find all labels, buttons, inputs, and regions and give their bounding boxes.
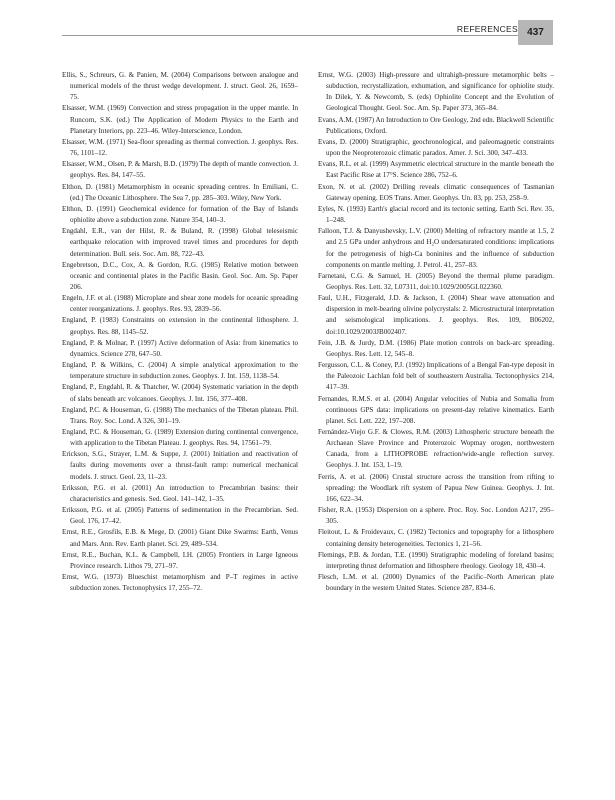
reference-entry: England, P., Engdahl, R. & Thatcher, W. (2004) Systematic variation in the depth of slabs beneath arc volcanoes. Geophys. J. Int. 156, 377–408. [62, 383, 298, 403]
reference-entry: Falloon, T.J. & Danyushevsky, L.V. (2000) Melting of refractory mantle at 1.5, 2 and 2.5 GPa under anhydrous and H₂O undersaturated conditions: implications for the petrogenesis of high-Ca boninites and the influence of subduction components on mantle melting. J. Petrol. 41, 257–83. [318, 227, 554, 269]
running-header-title: REFERENCES [456, 24, 518, 34]
reference-entry: Erickson, S.G., Strayer, L.M. & Suppe, J. (2001) Initiation and reactivation of faults during movements over a thrust-fault ramp: numerical mechanical models. J. struct. Geol. 23, 11–23. [62, 450, 298, 481]
reference-entry: Fein, J.B. & Jurdy, D.M. (1986) Plate motion controls on back-arc spreading. Geophys. Res. Lett. 12, 545–8. [318, 338, 554, 358]
page-number: 437 [518, 20, 553, 45]
reference-entry: Ernst, W.G. (1973) Blueschist metamorphism and P–T regimes in active subduction zones. Tectonophysics 17, 255–72. [62, 573, 298, 593]
reference-entry: Fisher, R.A. (1953) Dispersion on a sphere. Proc. Roy. Soc. London A217, 295–305. [318, 506, 554, 526]
reference-entry: Exon, N. et al. (2002) Drilling reveals climatic consequences of Tasmanian Gateway opening. EOS Trans. Amer. Geophys. Un. 83, pp. 253, 258–9. [318, 182, 554, 202]
reference-entry: Ernst, W.G. (2003) High-pressure and ultrahigh-pressure metamorphic belts – subduction, recrystallization, exhumation, and significance for ophiolite study. In Dilek, Y. & Newcomb, S. (eds) Ophiolite Concept and the Evolution of Geological Thought. Geol. Soc. Am. Sp. Paper 373, 365–84. [318, 71, 554, 113]
reference-column-left [62, 70, 298, 594]
reference-entry: Ferris, A. et al. (2006) Crustal structure across the transition from rifting to spreading: the Woodlark rift system of Papua New Guinea. Geophys. J. Int. 166, 622–34. [318, 472, 554, 503]
reference-entry: England, P. & Molnar, P. (1997) Active deformation of Asia: from kinematics to dynamics. Science 278, 647–50. [62, 338, 298, 358]
reference-entry: Ernst, R.E., Grosfils, E.B. & Mege, D. (2001) Giant Dike Swarms: Earth, Venus and Mars. Ann. Rev. Earth planet. Sci. 29, 489–534. [62, 528, 298, 548]
reference-entry: Fergusson, C.L. & Coney, P.J. (1992) Implications of a Bengal Fan-type deposit in the Paleozoic Lachlan fold belt of southeastern Australia. Tectonophysics 214, 417–39. [318, 361, 554, 392]
reference-entry: England, P. & Wilkins, C. (2004) A simple analytical approximation to the temperature structure in subduction zones. Geophys. J. Int. 159, 1138–54. [62, 361, 298, 381]
reference-entry: Farnetani, C.G. & Samuel, H. (2005) Beyond the thermal plume paradigm. Geophys. Res. Lett. 32, L07311, doi:10.1029/2005GL022360. [318, 271, 554, 291]
reference-entry: Eriksson, P.G. et al. (2001) An introduction to Precambrian basins: their characteristics and genesis. Sed. Geol. 141–142, 1–35. [62, 483, 298, 503]
reference-entry: Engebretson, D.C., Cox, A. & Gordon, R.G. (1985) Relative motion between oceanic and continental plates in the Pacific Basin. Geol. Soc. Am. Sp. Paper 206. [62, 260, 298, 291]
reference-entry: Ernst, R.E., Buchan, K.L. & Campbell, I.H. (2005) Frontiers in Large Igneous Province research. Lithos 79, 271–97. [62, 550, 298, 570]
reference-entry: Engeln, J.F. et al. (1988) Microplate and shear zone models for oceanic spreading center reorganizations. J. geophys. Res. 93, 2839–56. [62, 294, 298, 314]
reference-entry: Evans, D. (2000) Stratigraphic, geochronological, and paleomagnetic constraints upon the Neoproterozoic climatic paradox. Amer. J. Sci. 300, 347–433. [318, 137, 554, 158]
reference-entry: Fleitout, L. & Froidevaux, C. (1982) Tectonics and topography for a lithosphere containing density heterogeneities. Tectonics 1, 21–56. [318, 528, 554, 548]
reference-entry: Elsasser, W.M. (1969) Convection and stress propagation in the upper mantle. In Runcorn, S.K. (ed.) The Application of Modern Physics to the Earth and Planetary Interiors, pp. 223–46. Wiley-Interscience, London. [62, 104, 298, 135]
reference-entry: Elthon, D. (1981) Metamorphism in oceanic spreading centres. In Emiliani, C. (ed.) The Oceanic Lithosphere. The Sea 7, pp. 285–303. Wiley, New York. [62, 182, 298, 202]
reference-entry: Ellis, S., Schreurs, G. & Panien, M. (2004) Comparisons between analogue and numerical models of the thrust wedge development. J. struct. Geol. 26, 1659–75. [62, 71, 298, 102]
reference-entry: Elsasser, W.M., Olsen, P. & Marsh, B.D. (1979) The depth of mantle convection. J. geophys. Res. 84, 147–55. [62, 160, 298, 180]
reference-entry: England, P.C. & Houseman, G. (1989) Extension during continental convergence, with application to the Tibetan Plateau. J. geophys. Res. 94, 17561–79. [62, 428, 298, 448]
reference-entry: England, P.C. & Houseman, G. (1988) The mechanics of the Tibetan plateau. Phil. Trans. Roy. Soc. Lond. A 326, 301–19. [62, 405, 298, 425]
reference-entry: England, P. (1983) Constraints on extension in the continental lithosphere. J. geophys. Res. 88, 1145–52. [62, 316, 298, 336]
reference-entry: Flesch, L.M. et al. (2000) Dynamics of the Pacific–North American plate boundary in the western United States. Science 287, 834–6. [318, 573, 554, 593]
reference-entry: Fernández-Viejo G.F. & Clowes, R.M. (2003) Lithospheric structure beneath the Archaean Slave Province and Proterozoic Wopmay orogen, northwestern Canada, from a LITHOPROBE refraction/wide-angle reflection survey. Geophys. J. Int. 153, 1–19. [318, 428, 554, 470]
reference-entry: Elsasser, W.M. (1971) Sea-floor spreading as thermal convection. J. geophys. Res. 76, 1101–12. [62, 137, 298, 158]
reference-entry: Evans, A.M. (1987) An Introduction to Ore Geology, 2nd edn. Blackwell Scientific Publications, Oxford. [318, 115, 554, 135]
reference-entry: Engdahl, E.R., van der Hilst, R. & Buland, R. (1998) Global teleseismic earthquake relocation with improved travel times and procedures for depth determination. Bull. seis. Soc. Am. 88, 722–43. [62, 227, 298, 258]
reference-entry: Faul, U.H., Fitzgerald, J.D. & Jackson, I. (2004) Shear wave attenuation and dispersion in melt-bearing olivine polycrystals: 2. Microstructural interpretation and seismological implications. J. geophys. Res. 109, B06202, doi:10.1029/2003JB002407. [318, 294, 554, 336]
reference-column-right [318, 70, 554, 594]
reference-entry: Eriksson, P.G. et al. (2005) Patterns of sedimentation in the Precambrian. Sed. Geol. 176, 17–42. [62, 506, 298, 526]
reference-entry: Elthon, D. (1991) Geochemical evidence for formation of the Bay of Islands ophiolite above a subduction zone. Nature 354, 140–3. [62, 204, 298, 225]
reference-entry: Evans, R.L. et al. (1999) Asymmetric electrical structure in the mantle beneath the East Pacific Rise at 17°S. Science 286, 752–6. [318, 160, 554, 180]
reference-entry: Eyles, N. (1993) Earth's glacial record and its tectonic setting. Earth Sci. Rev. 35, 1–248. [318, 204, 554, 225]
reference-entry: Fernandes, R.M.S. et al. (2004) Angular velocities of Nubia and Somalia from continuous GPS data: implications on present-day relative kinematics. Earth planet. Sci. Lett. 222, 197–208. [318, 394, 554, 425]
reference-entry: Flemings, P.B. & Jordan, T.E. (1990) Stratigraphic modeling of foreland basins; interpreting thrust deformation and lithosphere rheology. Geology 18, 430–4. [318, 550, 554, 570]
header-rule [62, 35, 552, 36]
